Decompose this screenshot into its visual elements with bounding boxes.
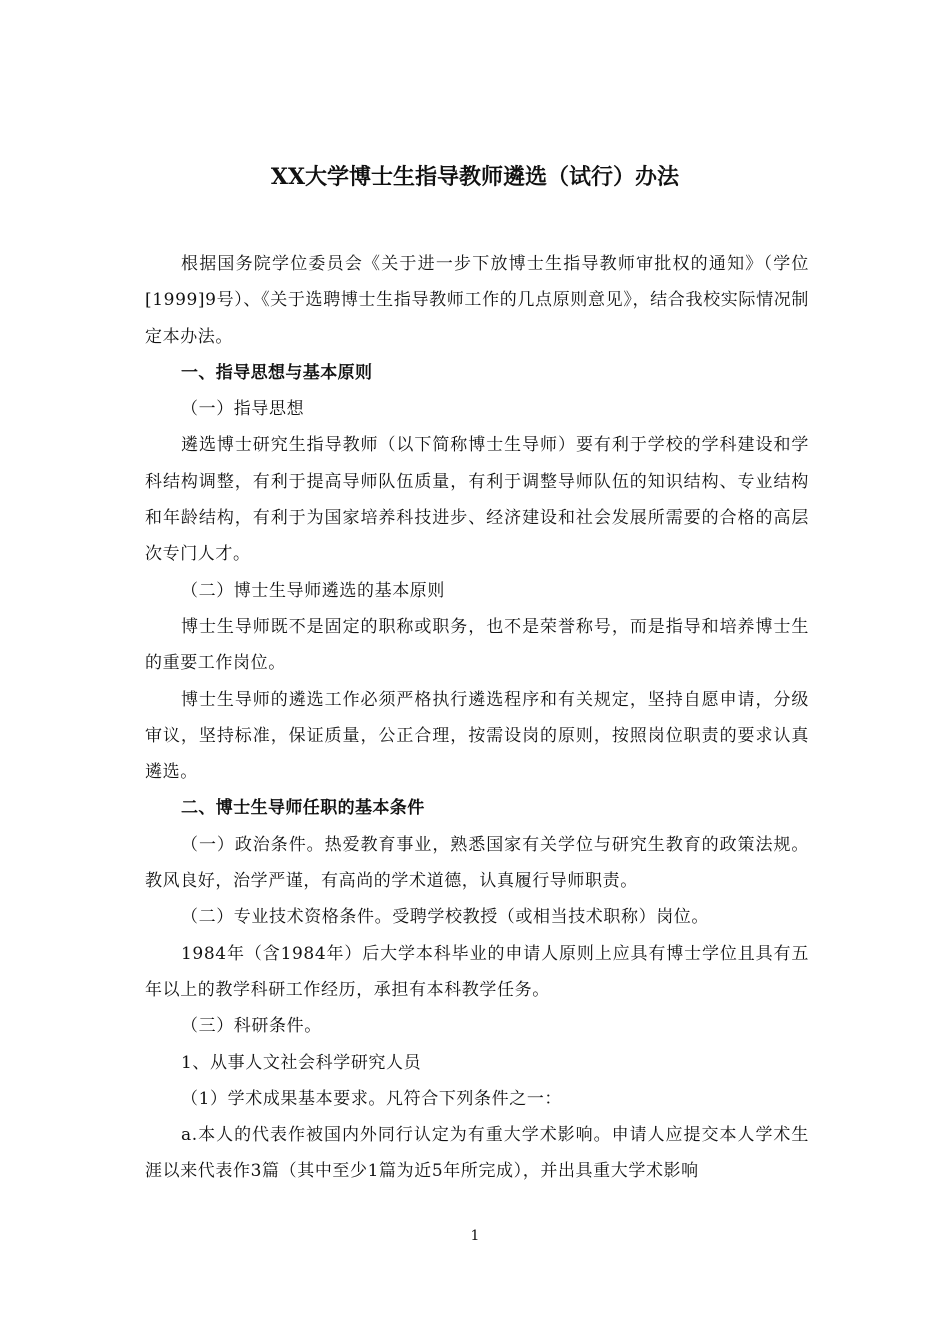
- section-heading-principles: 一、指导思想与基本原则: [181, 362, 373, 383]
- subsection-guiding-ideology: （一）指导思想: [181, 399, 305, 420]
- paragraph-selection-procedure: 博士生导师的遴选工作必须严格执行遴选程序和有关规定，坚持自愿申请，分级审议，坚持标准，保证质量，公正合理，按需设岗的原则，按照岗位职责的要求认真遴选。: [145, 689, 809, 783]
- paragraph-political-conditions: （一）政治条件。热爱教育事业，熟悉国家有关学位与研究生教育的政策法规。教风良好，治学严谨，有高尚的学术道德，认真履行导师职责。: [145, 834, 809, 892]
- paragraph-guiding-ideology: 遴选博士研究生指导教师（以下简称博士生导师）要有利于学校的学科建设和学科结构调整，有利于提高导师队伍质量，有利于调整导师队伍的知识结构、专业结构和年龄结构，有利于为国家培养科技进步、经济建设和社会发展所需要的合格的高层次专门人才。: [145, 435, 809, 565]
- paragraph-intro: 根据国务院学位委员会《关于进一步下放博士生指导教师审批权的通知》（学位[1999]9号）、《关于选聘博士生指导教师工作的几点原则意见》，结合我校实际情况制定本办法。: [145, 254, 809, 347]
- subsection-research-conditions: （三）科研条件。: [181, 1016, 322, 1037]
- page-number: 1: [470, 1228, 480, 1244]
- paragraph-supervisor-role: 博士生导师既不是固定的职称或职务，也不是荣誉称号，而是指导和培养博士生的重要工作岗位。: [145, 616, 809, 674]
- document-title: XX大学博士生指导教师遴选（试行）办法: [270, 163, 680, 190]
- item-academic-achievements: （1）学术成果基本要求。凡符合下列条件之一：: [181, 1088, 563, 1109]
- paragraph-degree-requirement: 1984年（含1984年）后大学本科毕业的申请人原则上应具有博士学位且具有五年以上的教学科研工作经历，承担有本科教学任务。: [145, 943, 809, 1000]
- item-representative-works: a.本人的代表作被国内外同行认定为有重大学术影响。申请人应提交本人学术生涯以来代表作3篇（其中至少1篇为近5年所完成），并出具重大学术影响: [145, 1125, 809, 1182]
- section-heading-conditions: 二、博士生导师任职的基本条件: [181, 798, 425, 819]
- paragraph-professional-qualification: （二）专业技术资格条件。受聘学校教授（或相当技术职称）岗位。: [181, 907, 709, 928]
- subsection-basic-principles: （二）博士生导师遴选的基本原则: [181, 580, 445, 601]
- document-body: [145, 246, 809, 1190]
- item-humanities-researchers: 1、从事人文社会科学研究人员: [181, 1052, 422, 1073]
